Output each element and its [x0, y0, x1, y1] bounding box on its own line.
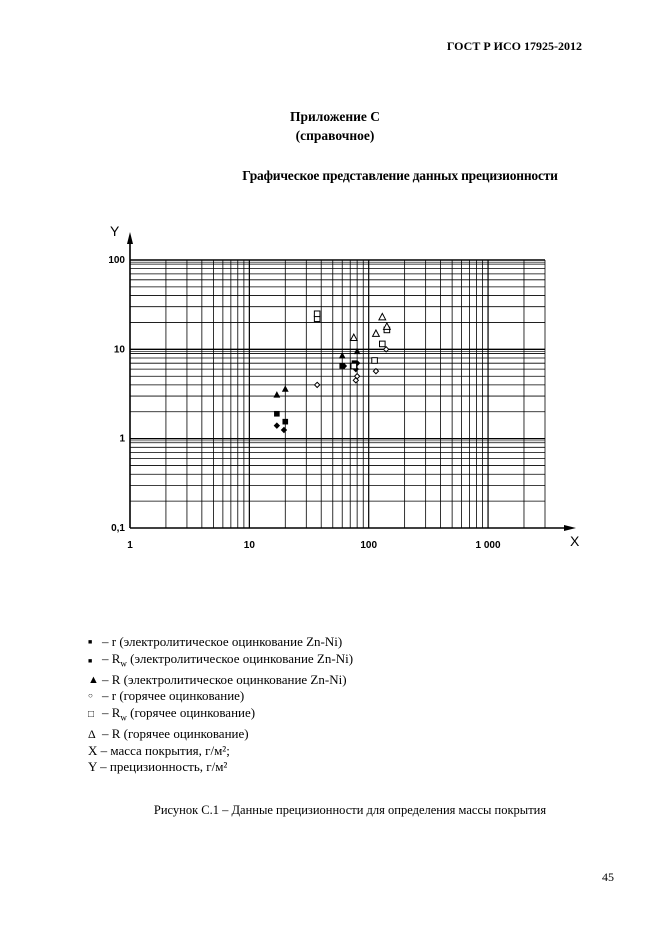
legend-item-label: – R (электролитическое оцинкование Zn-Ni) [102, 671, 347, 687]
y-axis-title: Y [110, 223, 120, 239]
filled-square-point [339, 363, 345, 369]
filled-diamond-point [281, 427, 287, 433]
filled-square-icon: ■ [88, 656, 93, 665]
x-tick-label: 10 [243, 540, 255, 551]
chart-grid [130, 260, 545, 528]
open-triangle-point [379, 313, 386, 319]
legend-item-label: – R (горячее оцинкование) [102, 726, 249, 742]
open-triangle-icon: Δ [88, 727, 96, 742]
section-title: Графическое представление данных прецизионности [242, 168, 558, 183]
legend-item-subscript: w [120, 658, 127, 669]
legend-item-label: – r (горячее оцинкование) [102, 688, 245, 704]
appendix-title: Приложение С [289, 109, 381, 124]
filled-square-point [274, 411, 280, 417]
legend-item-subscript: w [120, 712, 127, 723]
open-square-icon: □ [88, 709, 95, 721]
open-triangle-point [383, 323, 390, 329]
chart-legend [88, 634, 353, 776]
y-tick-label: 1 [119, 433, 125, 445]
x-axis-title: X [570, 533, 580, 549]
x-tick-label: 1 [127, 540, 133, 551]
legend-item-hot-dip-rw [88, 705, 353, 726]
filled-square-point [282, 419, 288, 425]
filled-triangle-icon: ▲ [88, 673, 99, 686]
y-tick-label: 10 [113, 344, 125, 356]
filled-diamond-point [274, 422, 280, 428]
document-code: ГОСТ Р ИСО 17925-2012 [446, 39, 582, 53]
chart-axes [110, 223, 580, 549]
legend-item-electrolytic-rw [88, 651, 353, 672]
open-diamond-point [315, 382, 320, 387]
legend-item-label-rest: (электролитическое оцинкование Zn-Ni) [126, 650, 354, 666]
filled-triangle-point [282, 385, 289, 391]
chart-data-points [273, 311, 390, 433]
filled-triangle-point [273, 391, 280, 397]
page-number: 45 [602, 870, 614, 884]
legend-item-label: – r (электролитическое оцинкование Zn-Ni) [102, 634, 343, 649]
x-tick-label: 1 000 [475, 540, 501, 551]
open-diamond-icon: ○ [88, 691, 93, 701]
open-square-point [380, 341, 386, 347]
open-square-point [314, 311, 320, 317]
y-tick-label: 100 [108, 255, 125, 266]
legend-item-label: – R [102, 650, 121, 666]
legend-item-label-rest: (горячее оцинкование) [126, 704, 256, 720]
x-axis-definition: X – масса покрытия, г/м²; [88, 742, 230, 758]
precision-scatter-chart [90, 210, 600, 555]
filled-triangle-point [339, 352, 346, 358]
legend-item-hot-dip-R [88, 726, 353, 743]
open-square-point [351, 363, 357, 369]
legend-item-hot-dip-r [88, 688, 353, 705]
open-diamond-point [384, 347, 389, 352]
appendix-subtitle: (справочное) [295, 128, 375, 143]
chart-tick-labels [108, 255, 501, 551]
x-tick-label: 100 [360, 540, 378, 551]
open-triangle-point [350, 334, 357, 340]
legend-item-label: – R [102, 704, 121, 720]
legend-item-electrolytic-r [88, 634, 353, 651]
y-axis-definition: Y – прецизионность, г/м² [88, 759, 228, 775]
x-axis-arrow [564, 525, 576, 531]
y-tick-label: 0,1 [111, 523, 125, 534]
y-axis-arrow [127, 232, 133, 244]
open-square-point [372, 358, 378, 364]
open-triangle-point [373, 330, 380, 336]
filled-diamond-icon: ■ [88, 638, 93, 646]
figure-caption: Рисунок С.1 – Данные прецизионности для определения массы покрытия [153, 803, 547, 817]
legend-item-electrolytic-R [88, 672, 353, 689]
